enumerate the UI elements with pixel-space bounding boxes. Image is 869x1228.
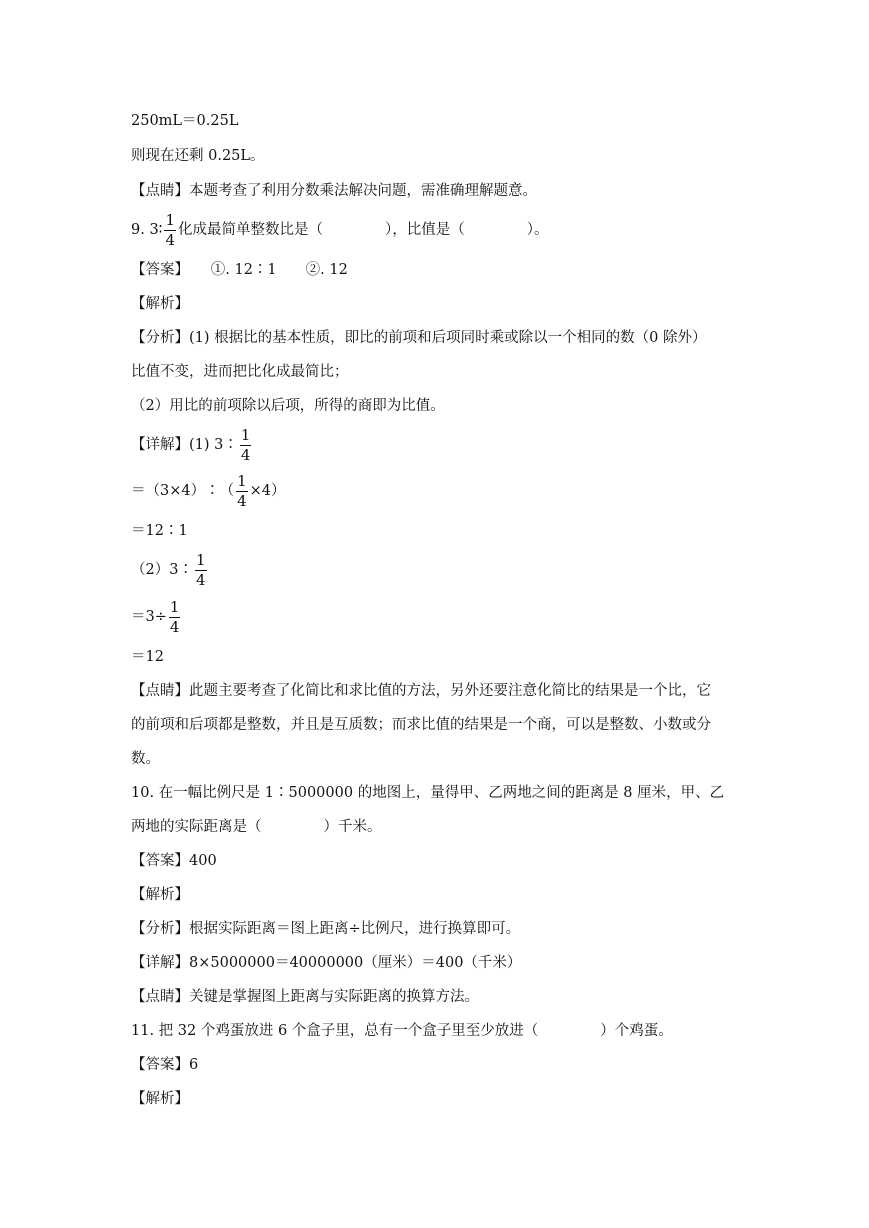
text-line: （2）用比的前项除以后项，所得的商即为比值。 bbox=[131, 398, 445, 414]
d9b-prefix: ＝（3×4）∶（ bbox=[131, 483, 235, 499]
question-10-cont bbox=[131, 817, 382, 837]
q10-end: ）千米。 bbox=[323, 819, 382, 835]
fraction-numerator: 1 bbox=[195, 550, 206, 569]
text-line: 【点睛】本题考查了利用分数乘法解决问题，需准确理解题意。 bbox=[131, 183, 537, 199]
text-line: 的前项和后项都是整数，并且是互质数；而求比值的结果是一个商，可以是整数、小数或分 bbox=[131, 717, 711, 733]
d9e-prefix: ＝3÷ bbox=[131, 609, 167, 625]
q9-prefix: 9. 3∶ bbox=[131, 222, 163, 238]
analysis-heading: 【解析】 bbox=[131, 887, 189, 903]
d9d-prefix: （2）3∶ bbox=[131, 562, 193, 578]
text-line: 【详解】8×5000000＝40000000（厘米）＝400（千米） bbox=[131, 955, 522, 971]
fraction-numerator: 1 bbox=[169, 597, 180, 616]
q11-end: ）个鸡蛋。 bbox=[600, 1023, 673, 1039]
answer-9: 【答案】 ①. 12∶1 ②. 12 bbox=[131, 262, 348, 278]
question-11 bbox=[131, 1021, 673, 1041]
text-line: 则现在还剩 0.25L。 bbox=[131, 148, 265, 164]
q9-end: ）。 bbox=[526, 222, 549, 238]
detail-9-step2 bbox=[131, 471, 286, 511]
d9b-suffix: ×4） bbox=[249, 483, 286, 499]
text-line: 数。 bbox=[131, 751, 160, 767]
detail-9-step3 bbox=[131, 550, 209, 590]
fraction-denominator: 4 bbox=[240, 445, 251, 464]
q10-prefix: 两地的实际距离是（ bbox=[131, 819, 262, 835]
q11-prefix: 11. 把 32 个鸡蛋放进 6 个盒子里，总有一个盒子里至少放进（ bbox=[131, 1023, 539, 1039]
text-line: 【点睛】此题主要考查了化简比和求比值的方法，另外还要注意化简比的结果是一个比，它 bbox=[131, 683, 711, 699]
fraction bbox=[240, 425, 252, 464]
q9-mid2: ），比值是（ bbox=[385, 222, 465, 238]
answer-10: 【答案】400 bbox=[131, 853, 217, 869]
text-line: 【分析】(1) 根据比的基本性质，即比的前项和后项同时乘或除以一个相同的数（0 除外） bbox=[131, 330, 707, 346]
fraction-numerator: 1 bbox=[237, 471, 247, 490]
fraction-denominator: 4 bbox=[165, 230, 175, 249]
fraction-denominator: 4 bbox=[237, 491, 247, 510]
answer-11: 【答案】6 bbox=[131, 1057, 199, 1073]
d9a-prefix: 【详解】(1) 3∶ bbox=[131, 437, 238, 453]
text-line: 【分析】根据实际距离＝图上距离÷比例尺，进行换算即可。 bbox=[131, 921, 521, 937]
fraction-denominator: 4 bbox=[169, 617, 180, 636]
q9-mid: 化成最简单整数比是（ bbox=[178, 222, 323, 238]
fraction-numerator: 1 bbox=[165, 210, 175, 229]
fraction bbox=[236, 471, 248, 510]
detail-9-step1 bbox=[131, 425, 253, 465]
detail-9-step4 bbox=[131, 597, 182, 637]
text-line: ＝12 bbox=[131, 649, 164, 665]
analysis-heading: 【解析】 bbox=[131, 296, 189, 312]
question-10: 10. 在一幅比例尺是 1∶5000000 的地图上，量得甲、乙两地之间的距离是 8 厘米，甲、乙 bbox=[131, 785, 725, 801]
analysis-heading: 【解析】 bbox=[131, 1091, 189, 1107]
fraction bbox=[164, 210, 176, 249]
fraction bbox=[169, 597, 181, 636]
fraction-denominator: 4 bbox=[195, 570, 206, 589]
text-line: 250mL＝0.25L bbox=[131, 113, 239, 129]
text-line: 比值不变，进而把比化成最简比； bbox=[131, 364, 349, 380]
text-line: 【点睛】关键是掌握图上距离与实际距离的换算方法。 bbox=[131, 989, 479, 1005]
fraction bbox=[195, 550, 207, 589]
question-9 bbox=[131, 210, 549, 250]
text-line: ＝12∶1 bbox=[131, 523, 188, 539]
fraction-numerator: 1 bbox=[240, 425, 251, 444]
